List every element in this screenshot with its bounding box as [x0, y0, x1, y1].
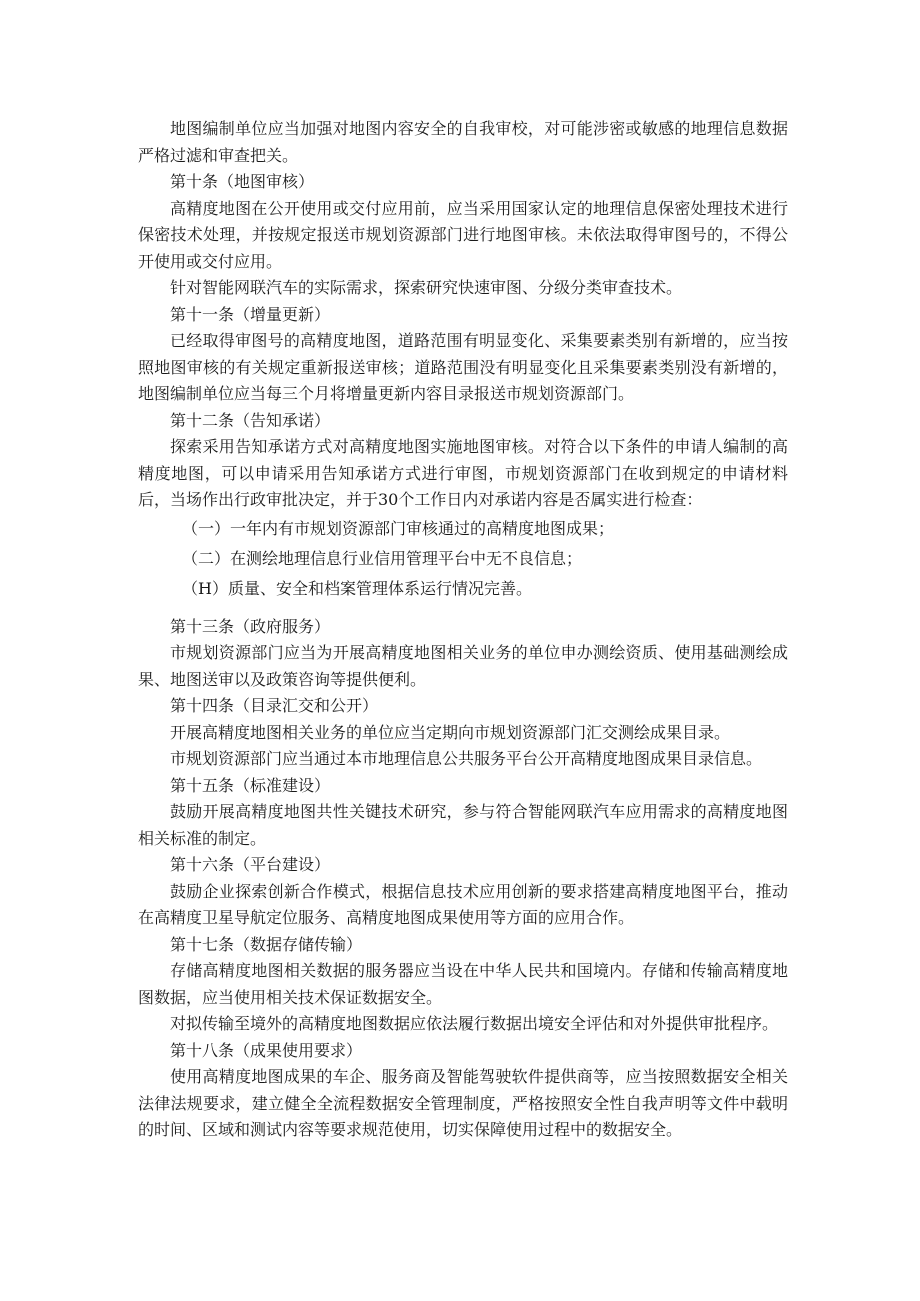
paragraph-map-self-check: 地图编制单位应当加强对地图内容安全的自我审校，对可能涉密或敏感的地理信息数据严格过滤和审查把关。: [138, 119, 788, 165]
article-17-heading: 第十七条（数据存储传输）: [170, 934, 363, 954]
article-10-paragraph-1: 高精度地图在公开使用或交付应用前，应当采用国家认定的地理信息保密处理技术进行保密技术处理，并按规定报送市规划资源部门进行地图审核。未依法取得审图号的，不得公开使用或交付应用。: [138, 198, 788, 271]
article-12-heading: 第十二条（告知承诺）: [170, 410, 331, 430]
article-11-heading: 第十一条（增量更新）: [170, 304, 331, 324]
article-15-heading: 第十五条（标准建设）: [170, 775, 331, 795]
article-11-paragraph: 已经取得审图号的高精度地图，道路范围有明显变化、采集要素类别有新增的，应当按照地图审核的有关规定重新报送审核；道路范围没有明显变化且采集要素类别没有新增的，地图编制单位应当每三个月将增量更新内容目录报送市规划资源部门。: [138, 331, 788, 403]
article-13-paragraph: 市规划资源部门应当为开展高精度地图相关业务的单位申办测绘资质、使用基础测绘成果、地图送审以及政策咨询等提供便利。: [138, 643, 788, 689]
article-13-heading: 第十三条（政府服务）: [170, 616, 331, 636]
condition-item-2: （二）在测绘地理信息行业信用管理平台中无不良信息；: [182, 548, 583, 568]
condition-item-3: （H）质量、安全和档案管理体系运行情况完善。: [182, 578, 532, 598]
article-16-paragraph: 鼓励企业探索创新合作模式，根据信息技术应用创新的要求搭建高精度地图平台，推动在高精度卫星导航定位服务、高精度地图成果使用等方面的应用合作。: [138, 881, 788, 927]
article-12-paragraph: 探索采用告知承诺方式对高精度地图实施地图审核。对符合以下条件的申请人编制的高精度地图，可以申请采用告知承诺方式进行审图，市规划资源部门在收到规定的申请材料后，当场作出行政审批决定，并于30个工作日内对承诺内容是否属实进行检查：: [138, 437, 788, 509]
article-15-paragraph: 鼓励开展高精度地图共性关键技术研究，参与符合智能网联汽车应用需求的高精度地图相关标准的制定。: [138, 802, 788, 848]
article-10-heading: 第十条（地图审核）: [170, 172, 315, 191]
article-18-heading: 第十八条（成果使用要求）: [170, 1040, 363, 1060]
condition-item-1: （一）一年内有市规划资源部门审核通过的高精度地图成果；: [182, 518, 615, 538]
document-body: [138, 116, 788, 1144]
article-14-paragraph-1: 开展高精度地图相关业务的单位应当定期向市规划资源部门汇交测绘成果目录。: [170, 722, 731, 742]
article-14-heading: 第十四条（目录汇交和公开）: [170, 696, 379, 715]
article-18-paragraph: 使用高精度地图成果的车企、服务商及智能驾驶软件提供商等，应当按照数据安全相关法律法规要求，建立健全全流程数据安全管理制度，严格按照安全性自我声明等文件中载明的时间、区域和测试内容等要求规范使用，切实保障使用过程中的数据安全。: [138, 1067, 788, 1139]
article-17-paragraph-2: 对拟传输至境外的高精度地图数据应依法履行数据出境安全评估和对外提供审批程序。: [170, 1014, 779, 1033]
article-16-heading: 第十六条（平台建设）: [170, 855, 331, 874]
article-10-paragraph-2: 针对智能网联汽车的实际需求，探索研究快速审图、分级分类审查技术。: [170, 278, 683, 297]
article-17-paragraph-1: 存储高精度地图相关数据的服务器应当设在中华人民共和国境内。存储和传输高精度地图数据，应当使用相关技术保证数据安全。: [138, 961, 788, 1007]
article-14-paragraph-2: 市规划资源部门应当通过本市地理信息公共服务平台公开高精度地图成果目录信息。: [170, 749, 763, 768]
